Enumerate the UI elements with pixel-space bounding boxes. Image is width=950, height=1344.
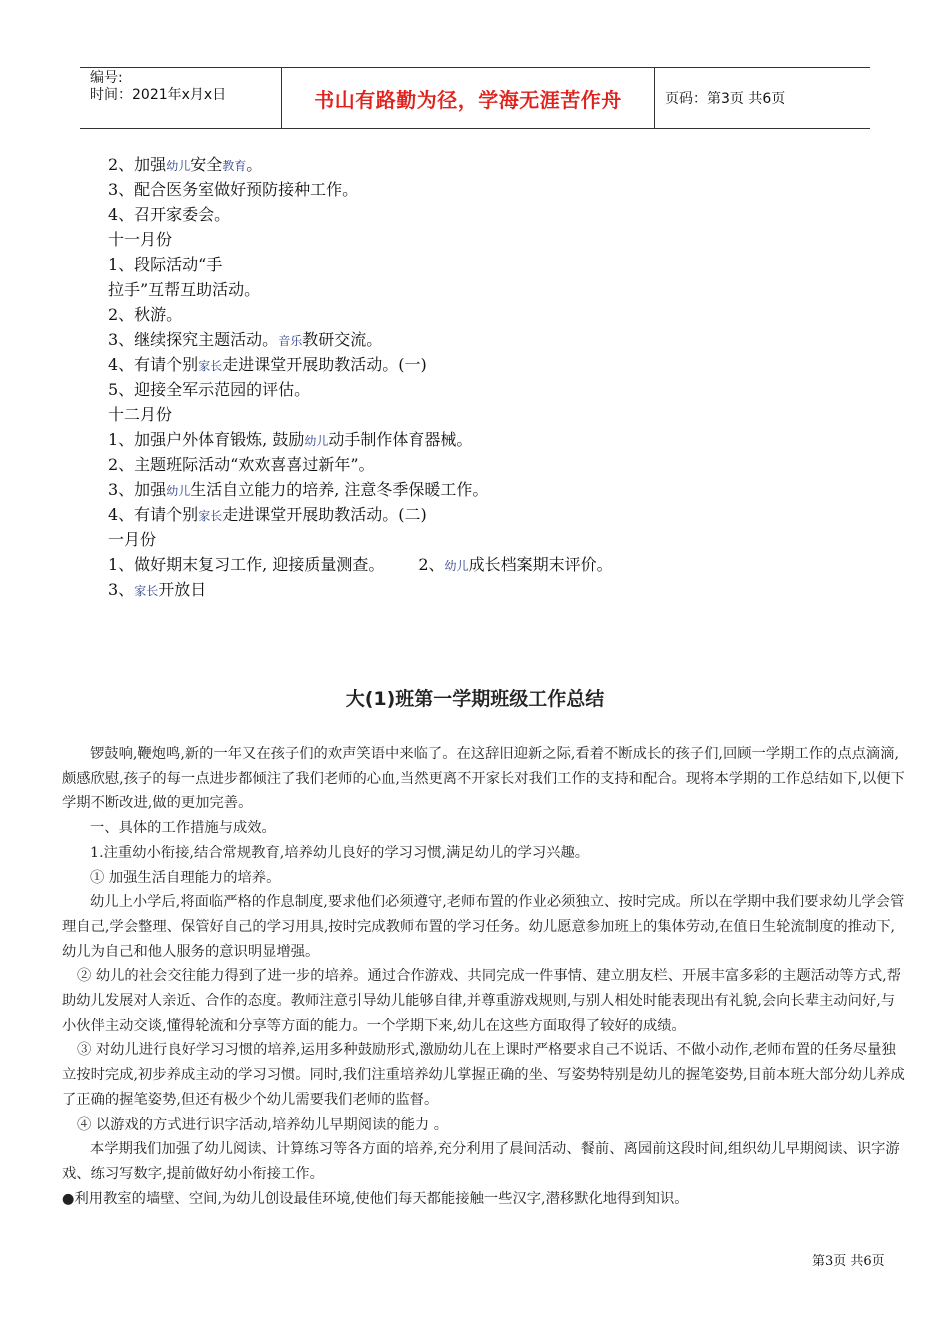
month-heading: 一月份 bbox=[108, 530, 157, 549]
document-title: 大(1)班第一学期班级工作总结 bbox=[345, 688, 605, 710]
list-item: 5、迎接全军示范园的评估。 bbox=[108, 380, 311, 399]
page-footer: 第3页 共6页 bbox=[812, 1254, 885, 1269]
month-heading: 十二月份 bbox=[108, 405, 173, 424]
time-label: 时间：2021年x月x日 bbox=[90, 87, 227, 103]
paragraph: 锣鼓响,鞭炮鸣,新的一年又在孩子们的欢声笑语中来临了。在这辞旧迎新之际,看着不断成长的孩子们,回顾一学期工作的点点滴滴,颇感欣慰,孩子的每一点进步都倾注了我们老师的心血,当然更离不开家长对我们工作的支持和配合。现将本学期的工作总结如下,以便下学期不断改进,做的更加完善。 bbox=[62, 746, 905, 812]
code-label: 编号: bbox=[90, 70, 123, 86]
header-page-info: 页码：第3页 共6页 bbox=[665, 91, 786, 107]
list-item: 1、加强户外体育锻炼, 鼓励幼儿动手制作体育器械。 bbox=[108, 430, 473, 449]
paragraph: 1.注重幼小衔接,结合常规教育,培养幼儿良好的学习习惯,满足幼儿的学习兴趣。 bbox=[90, 844, 590, 861]
paragraph: ② 幼儿的社会交往能力得到了进一步的培养。通过合作游戏、共同完成一件事情、建立朋友栏、开展丰富多彩的主题活动等方式,帮助幼儿发展对人亲近、合作的态度。教师注意引导幼儿能够自律,并尊重游戏规则,与别人相处时能表现出有礼貌,会向长辈主动问好,与小伙伴主动交谈,懂得轮流和分享等方面的能力。一个学期下来,幼儿在这些方面取得了较好的成绩。 bbox=[62, 968, 902, 1034]
paragraph: 幼儿上小学后,将面临严格的作息制度,要求他们必须遵守,老师布置的作业必须独立、按时完成。所以在学期中我们要求幼儿学会管理自己,学会整理、保管好自己的学习用具,按时完成教师布置的学习任务。幼儿愿意参加班上的集体劳动,在值日生轮流制度的推动下,幼儿为自己和他人服务的意识明显增强。 bbox=[62, 894, 905, 960]
paragraph: ③ 对幼儿进行良好学习习惯的培养,运用多种鼓励形式,激励幼儿在上课时严格要求自己不说话、不做小动作,老师布置的任务尽量独立按时完成,初步养成主动的学习习惯。同时,我们注重培养幼儿掌握正确的坐、写姿势特别是幼儿的握笔姿势,目前本班大部分幼儿养成了正确的握笔姿势,但还有极少个幼儿需要我们老师的监督。 bbox=[62, 1042, 905, 1108]
page-header bbox=[80, 67, 870, 129]
monthly-plan-list bbox=[108, 152, 868, 602]
list-item: 4、有请个别家长走进课堂开展助教活动。(二) bbox=[108, 505, 427, 524]
paragraph: ① 加强生活自理能力的培养。 bbox=[90, 869, 281, 886]
list-item: 3、继续探究主题活动。音乐教研交流。 bbox=[108, 330, 383, 349]
section-heading: 一、具体的工作措施与成效。 bbox=[90, 820, 276, 837]
header-meta bbox=[80, 68, 281, 128]
summary-body bbox=[62, 742, 908, 1211]
list-item: 2、加强幼儿安全教育。 bbox=[108, 155, 263, 174]
list-item: 3、家长开放日 bbox=[108, 580, 207, 599]
list-item: 3、加强幼儿生活自立能力的培养, 注意冬季保暖工作。 bbox=[108, 480, 489, 499]
list-item: 2、主题班际活动“欢欢喜喜过新年”。 bbox=[108, 455, 375, 474]
list-item: 1、段际活动“手 bbox=[108, 255, 223, 274]
paragraph: ●利用教室的墙壁、空间,为幼儿创设最佳环境,使他们每天都能接触一些汉字,潜移默化地得到知识。 bbox=[62, 1190, 689, 1207]
list-item: 2、秋游。 bbox=[108, 305, 183, 324]
list-item: 4、召开家委会。 bbox=[108, 205, 231, 224]
header-motto: 书山有路勤为径，学海无涯苦作舟 bbox=[281, 68, 655, 128]
paragraph: ④ 以游戏的方式进行识字活动,培养幼儿早期阅读的能力 。 bbox=[77, 1116, 449, 1133]
paragraph: 本学期我们加强了幼儿阅读、计算练习等各方面的培养,充分利用了晨间活动、餐前、离园前这段时间,组织幼儿早期阅读、识字游戏、练习写数字,提前做好幼小衔接工作。 bbox=[62, 1141, 900, 1182]
list-item: 3、配合医务室做好预防接种工作。 bbox=[108, 180, 359, 199]
month-heading: 十一月份 bbox=[108, 230, 173, 249]
list-item: 拉手”互帮互助活动。 bbox=[108, 280, 261, 299]
list-item: 1、做好期末复习工作, 迎接质量测查。 2、幼儿成长档案期末评价。 bbox=[108, 555, 613, 574]
list-item: 4、有请个别家长走进课堂开展助教活动。(一) bbox=[108, 355, 427, 374]
